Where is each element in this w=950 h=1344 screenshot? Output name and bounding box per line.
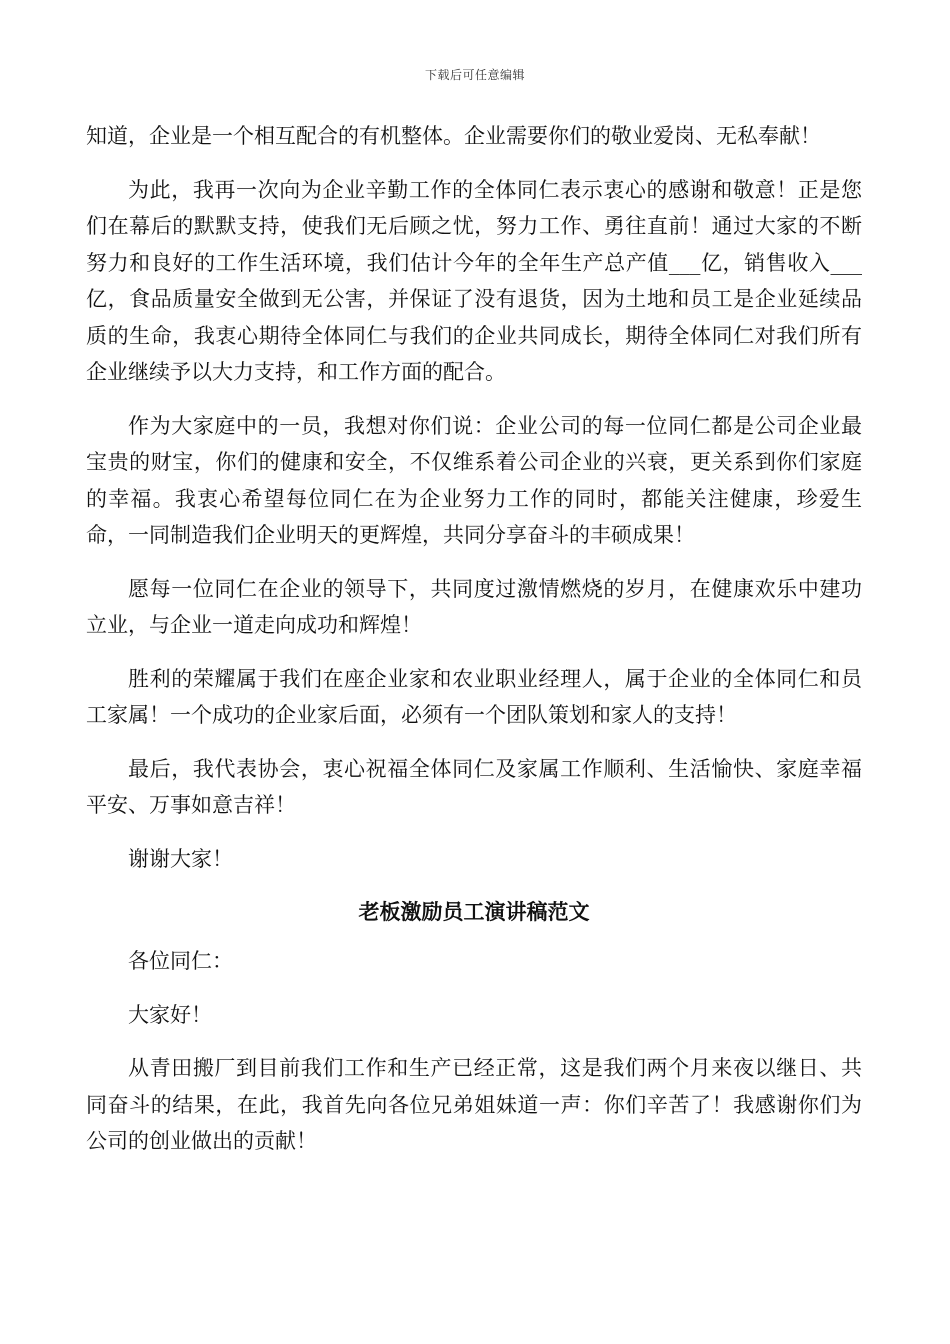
paragraph-greeting: 大家好！ — [128, 1002, 212, 1027]
paragraph-closing: 最后，我代表协会，衷心祝福全体同仁及家属工作顺利、生活愉快、家庭幸福平安、万事如意吉祥！ — [86, 756, 862, 817]
page-header-note: 下载后可任意编辑 — [424, 68, 525, 82]
paragraph-opening: 从青田搬厂到目前我们工作和生产已经正常，这是我们两个月来夜以继日、共同奋斗的结果，在此，我首先向各位兄弟姐妹道一声：你们辛苦了！我感谢你们为公司的创业做出的贡献！ — [86, 1056, 862, 1153]
paragraph-thank-you: 谢谢大家！ — [128, 846, 233, 871]
document-body — [86, 118, 862, 1177]
paragraph-family: 作为大家庭中的一员，我想对你们说：企业公司的每一位同仁都是公司企业最宝贵的财宝，你们的健康和安全，不仅维系着公司企业的兴衰，更关系到你们家庭的幸福。我衷心希望每位同仁在为企业努力工作的同时，都能关注健康，珍爱生命，一同制造我们企业明天的更辉煌，共同分享奋斗的丰硕成果！ — [86, 413, 862, 547]
paragraph-continued: 知道，企业是一个相互配合的有机整体。企业需要你们的敬业爱岗、无私奉献！ — [86, 124, 821, 148]
paragraph-wish: 愿每一位同仁在企业的领导下，共同度过激情燃烧的岁月，在健康欢乐中建功立业，与企业一道走向成功和辉煌！ — [86, 576, 862, 637]
paragraph-glory: 胜利的荣耀属于我们在座企业家和农业职业经理人，属于企业的全体同仁和员工家属！一个成功的企业家后面，必须有一个团队策划和家人的支持！ — [86, 666, 862, 727]
paragraph-salutation: 各位同仁： — [128, 949, 233, 973]
paragraph-thanks: 为此，我再一次向为企业辛勤工作的全体同仁表示衷心的感谢和敬意！正是您们在幕后的默默支持，使我们无后顾之忧，努力工作、勇往直前！通过大家的不断努力和良好的工作生活环境，我们估计今年的全年生产总产值___亿，销售收入___亿，食品质量安全做到无公害，并保证了没有退货，因为土地和员工是企业延续品质的生命，我衷心期待全体同仁与我们的企业共同成长，期待全体同仁对我们所有企业继续予以大力支持，和工作方面的配合。 — [86, 177, 862, 384]
section-title: 老板激励员工演讲稿范文 — [358, 900, 590, 924]
